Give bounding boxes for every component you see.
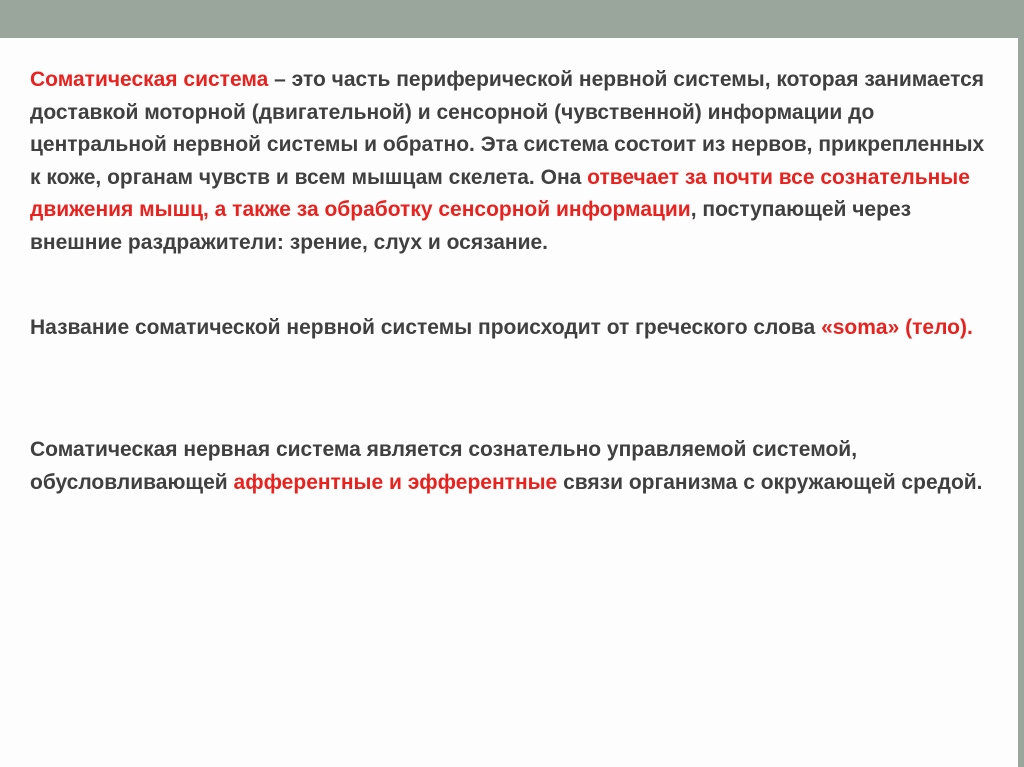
control-text: Соматическая нервная система является сознательно управляемой системой, обусловливающей bbox=[30, 438, 858, 494]
etymology-text: Название соматической нервной системы происходит от греческого слова bbox=[30, 316, 822, 339]
control-text-end: связи организма с окружающей средой. bbox=[557, 470, 983, 494]
top-bar bbox=[0, 0, 1024, 38]
definition-text-end: , поступающей через внешние раздражители: зрение, слух и осязание. bbox=[30, 198, 912, 254]
paragraph-etymology bbox=[30, 312, 990, 345]
definition-text: – это часть периферической нервной системы, которая занимается доставкой моторной (двигательной) и сенсорной (чувственной) информации до центральной нервной системы и обратно. Эта система состоит из нервов, прикрепленных к коже, органам чувств и всем мышцам скелета. Она bbox=[30, 68, 985, 189]
paragraph-control bbox=[30, 434, 990, 499]
function-highlight: отвечает за почти все сознательные движения мышц, а также за обработку сенсорной информации bbox=[30, 165, 970, 221]
paragraph-definition bbox=[30, 64, 990, 259]
soma-highlight: «soma» (тело). bbox=[821, 316, 973, 339]
term-highlight: Соматическая система bbox=[30, 68, 269, 91]
right-edge-bar bbox=[1018, 38, 1024, 767]
afferent-efferent-highlight: афферентные и эфферентные bbox=[233, 470, 558, 494]
